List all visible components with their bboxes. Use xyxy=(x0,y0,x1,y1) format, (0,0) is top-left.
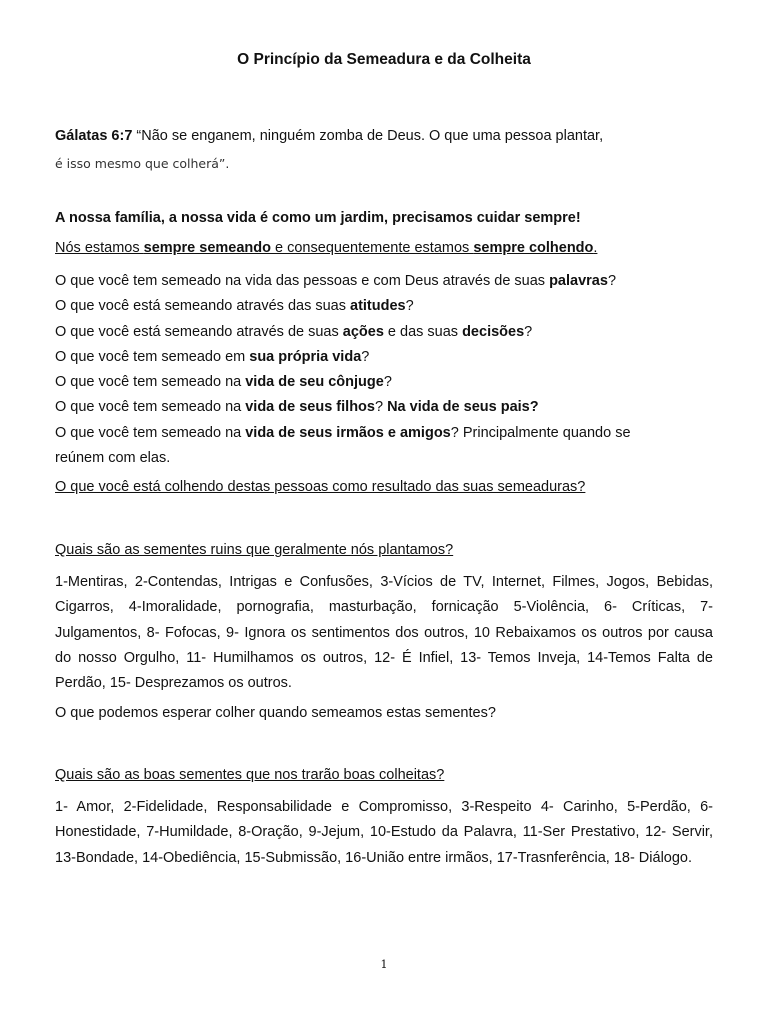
question-keyword: sua própria vida xyxy=(249,348,362,365)
question-item xyxy=(55,294,713,319)
question-item xyxy=(55,269,713,294)
verse-text-line-1: “Não se enganem, ninguém zomba de Deus. O que uma pessoa plantar, xyxy=(132,128,604,144)
question-item xyxy=(55,370,713,395)
question-text: O que você tem semeado na vida das pessoas e com Deus através de suas xyxy=(55,273,550,289)
question-keyword: vida de seus filhos xyxy=(245,399,375,416)
question-text: e das suas xyxy=(383,323,463,340)
question-text: ? xyxy=(524,323,533,340)
question-text: O que você tem semeado em xyxy=(55,348,250,365)
question-item xyxy=(55,345,713,370)
intro-statement xyxy=(55,240,713,256)
question-text: O que você está semeando através de suas xyxy=(55,323,343,340)
question-keyword: atitudes xyxy=(350,298,406,315)
verse-text-line-2: é isso mesmo que colherá”. xyxy=(55,156,230,171)
verse-reference: Gálatas 6:7 xyxy=(55,128,133,144)
question-item xyxy=(55,395,713,420)
intro-heading xyxy=(55,210,713,226)
good-seeds-list: 1- Amor, 2-Fidelidade, Responsabilidade e Compromisso, 3-Respeito 4- Carinho, 5-Perdão, 6- Honestidade, 7-Humildade, 8-Oração, 9-Jejum, 10-Estudo da Palavra, 11-Ser Prestativo, 12- Servir, 13-Bondade, 14-Obediência, 15-Submissão, 16-União entre irmãos, 17-Trasnferência, 18- Diálogo. xyxy=(55,799,713,866)
question-text: O que você tem semeado na xyxy=(55,399,246,416)
bad-seeds-heading: Quais são as sementes ruins que geralmente nós plantamos? xyxy=(55,542,454,558)
intro-statement-b: sempre semeando xyxy=(143,240,271,256)
intro-statement-a: Nós estamos xyxy=(55,240,144,256)
intro-statement-e: . xyxy=(593,240,598,256)
verse-paragraph xyxy=(55,122,713,178)
question-item xyxy=(55,421,670,472)
question-keyword: vida de seu cônjuge xyxy=(245,374,384,391)
question-text: ? xyxy=(405,298,414,315)
bad-seeds-list: 1-Mentiras, 2-Contendas, Intrigas e Confusões, 3-Vícios de TV, Internet, Filmes, Jogos, Bebidas, Cigarros, 4-Imoralidade, pornografia, masturbação, fornicação 5-Violência, 6- Críticas, 7- Julgamentos, 8- Fofocas, 9- Ignora os sentimentos dos outros, 10 Rebaixamos os outros por causa do nosso Orgulho, 11- Humilhamos os outros, 12- É Infiel, 13- Temos Inveja, 14-Temos Falta de Perdão, 15- Desprezamos os outros. xyxy=(55,574,713,692)
question-text: O que você está semeando através das suas xyxy=(55,298,351,315)
question-text: O que você tem semeado na xyxy=(55,424,246,441)
question-keyword: Na vida de seus pais? xyxy=(387,399,539,416)
question-text: ? Principalmente quando se reúnem com elas. xyxy=(55,424,631,467)
page-number: 1 xyxy=(380,958,388,971)
question-keyword: palavras xyxy=(549,273,608,289)
question-text: O que você tem semeado na xyxy=(55,374,246,391)
harvest-question: O que você está colhendo destas pessoas como resultado das suas semeaduras? xyxy=(55,479,586,495)
page-title: O Princípio da Semeadura e da Colheita xyxy=(237,51,531,68)
question-text: ? xyxy=(383,374,392,391)
intro-statement-d: sempre colhendo xyxy=(473,240,594,256)
question-keyword: decisões xyxy=(462,323,525,340)
intro-statement-c: e consequentemente estamos xyxy=(271,240,474,256)
question-keyword: vida de seus irmãos e amigos xyxy=(245,424,451,441)
bad-seeds-question: O que podemos esperar colher quando semeamos estas sementes? xyxy=(55,705,496,721)
question-list xyxy=(55,269,713,471)
question-text: ? xyxy=(607,273,617,289)
question-keyword: ações xyxy=(342,323,384,340)
question-item xyxy=(55,320,713,345)
good-seeds-heading: Quais são as boas sementes que nos trarão boas colheitas? xyxy=(55,767,445,783)
question-text: ? xyxy=(361,348,370,365)
question-text: ? xyxy=(374,399,388,416)
intro-heading-text: A nossa família, a nossa vida é como um jardim, precisamos cuidar sempre! xyxy=(55,210,581,226)
